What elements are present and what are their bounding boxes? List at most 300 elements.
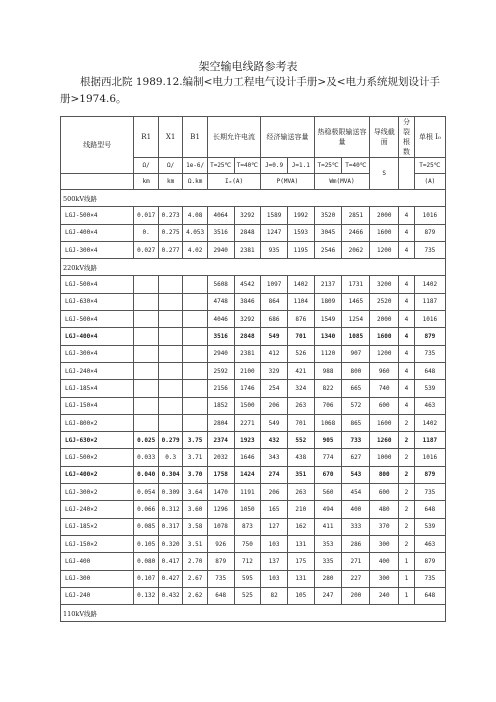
table-cell <box>134 397 158 414</box>
table-cell: 324 <box>287 380 314 397</box>
table-cell: 400 <box>342 501 370 518</box>
table-cell <box>183 397 207 414</box>
table-cell <box>183 345 207 362</box>
table-cell: 864 <box>261 293 288 310</box>
table-cell: 876 <box>287 311 314 328</box>
table-cell: 750 <box>234 535 261 552</box>
table-cell: 247 <box>314 587 342 604</box>
table-cell: 0.3 <box>158 449 182 466</box>
table-cell: 2940 <box>207 345 234 362</box>
table-cell: 1402 <box>414 414 445 431</box>
table-cell: 1402 <box>414 276 445 293</box>
header-single-current: 单根 I₀ <box>414 117 445 158</box>
unit-amp: (A) <box>414 174 445 190</box>
table-cell: 5608 <box>207 276 234 293</box>
table-cell: 905 <box>314 432 342 449</box>
table-cell: 0.033 <box>134 449 158 466</box>
table-cell: 400 <box>370 553 399 570</box>
unit-blank-b: Ω.km <box>183 174 207 190</box>
table-cell: 0.107 <box>134 570 158 587</box>
table-cell: 4 <box>399 380 415 397</box>
table-cell: 3.64 <box>183 484 207 501</box>
table-cell: 2851 <box>342 207 370 224</box>
table-cell: 2381 <box>234 241 261 258</box>
table-cell: 105 <box>287 587 314 604</box>
table-row <box>61 432 446 449</box>
table-cell: 595 <box>234 570 261 587</box>
table-cell: 1923 <box>234 432 261 449</box>
table-cell: 454 <box>342 484 370 501</box>
table-cell: 0.320 <box>158 535 182 552</box>
table-cell: 0.275 <box>158 224 182 241</box>
table-cell: 165 <box>261 501 288 518</box>
table-cell: 0.025 <box>134 432 158 449</box>
table-cell: 526 <box>287 345 314 362</box>
table-cell: 1593 <box>287 224 314 241</box>
table-cell: 0.304 <box>158 466 182 483</box>
line-model-cell: LGJ-400 <box>61 553 134 570</box>
table-cell: 706 <box>314 397 342 414</box>
table-cell: 3292 <box>234 311 261 328</box>
table-cell <box>134 380 158 397</box>
table-row <box>61 501 446 518</box>
table-cell: 1424 <box>234 466 261 483</box>
table-cell: 1016 <box>414 449 445 466</box>
table-row <box>61 449 446 466</box>
table-row <box>61 587 446 604</box>
unit-j09: J=0.9 <box>261 158 288 174</box>
line-model-cell: LGJ-400×4 <box>61 224 134 241</box>
table-cell: 3516 <box>207 224 234 241</box>
table-cell: 206 <box>261 397 288 414</box>
table-cell: 1809 <box>314 293 342 310</box>
table-cell: 549 <box>261 328 288 345</box>
table-cell <box>134 414 158 431</box>
table-cell: 1500 <box>234 397 261 414</box>
table-row <box>61 380 446 397</box>
table-cell: 254 <box>261 380 288 397</box>
table-cell: 735 <box>414 241 445 258</box>
table-cell: 543 <box>342 466 370 483</box>
table-cell: 1340 <box>314 328 342 345</box>
table-cell: 539 <box>414 518 445 535</box>
table-row <box>61 553 446 570</box>
table-cell <box>158 328 182 345</box>
table-cell: 0.054 <box>134 484 158 501</box>
unit-t25: T=25℃ <box>207 158 234 174</box>
table-cell: 1600 <box>370 414 399 431</box>
table-cell: 648 <box>414 362 445 379</box>
table-cell: 712 <box>234 553 261 570</box>
table-cell: 3520 <box>314 207 342 224</box>
table-cell: 2271 <box>234 414 261 431</box>
table-cell: 1187 <box>414 293 445 310</box>
table-cell: 627 <box>342 449 370 466</box>
table-cell: 3.60 <box>183 501 207 518</box>
table-cell <box>134 362 158 379</box>
table-cell: 3.75 <box>183 432 207 449</box>
table-cell: 131 <box>287 535 314 552</box>
unit-ie: Iₑ(A) <box>207 174 260 190</box>
table-cell: 1600 <box>370 224 399 241</box>
table-cell: 2.62 <box>183 587 207 604</box>
table-cell: 1 <box>399 587 415 604</box>
table-cell: 2032 <box>207 449 234 466</box>
table-cell: 879 <box>414 224 445 241</box>
table-cell: 333 <box>342 518 370 535</box>
table-row <box>61 535 446 552</box>
unit-pmva: P(MVA) <box>261 174 314 190</box>
table-cell: 370 <box>370 518 399 535</box>
table-cell: 1465 <box>342 293 370 310</box>
table-cell: 2000 <box>370 207 399 224</box>
table-cell: 1254 <box>342 311 370 328</box>
table-cell: 0.277 <box>158 241 182 258</box>
table-cell: 351 <box>287 466 314 483</box>
table-cell: 2.67 <box>183 570 207 587</box>
table-cell: 0.040 <box>134 466 158 483</box>
table-cell: 552 <box>287 432 314 449</box>
table-cell: 2137 <box>314 276 342 293</box>
table-cell: 2 <box>399 449 415 466</box>
table-cell: 329 <box>261 362 288 379</box>
line-model-cell: LGJ-300×2 <box>61 484 134 501</box>
table-cell <box>183 380 207 397</box>
table-cell: 4 <box>399 397 415 414</box>
table-cell: 800 <box>342 362 370 379</box>
table-cell: 1068 <box>314 414 342 431</box>
table-cell: 271 <box>342 553 370 570</box>
table-cell: 3200 <box>370 276 399 293</box>
header-model: 线路型号 <box>61 117 134 174</box>
table-cell: 2848 <box>234 224 261 241</box>
table-cell: 137 <box>261 553 288 570</box>
table-cell: 1050 <box>234 501 261 518</box>
line-model-cell: LGJ-400×4 <box>61 328 134 345</box>
table-cell: 2804 <box>207 414 234 431</box>
table-cell: 549 <box>261 414 288 431</box>
table-cell: 988 <box>314 362 342 379</box>
unit-j11: J=1.1 <box>287 158 314 174</box>
table-cell: 879 <box>414 553 445 570</box>
table-cell: 3.71 <box>183 449 207 466</box>
table-cell: 2 <box>399 466 415 483</box>
table-cell: 907 <box>342 345 370 362</box>
line-model-cell: LGJ-240×4 <box>61 362 134 379</box>
table-cell <box>158 397 182 414</box>
table-cell: 1 <box>399 570 415 587</box>
unit-t40: T=40℃ <box>234 158 261 174</box>
table-cell: 873 <box>234 518 261 535</box>
line-model-cell: LGJ-185×2 <box>61 518 134 535</box>
table-cell <box>134 293 158 310</box>
table-cell <box>158 311 182 328</box>
table-cell: 1731 <box>342 276 370 293</box>
table-cell: 4046 <box>207 311 234 328</box>
table-cell: 960 <box>370 362 399 379</box>
table-cell: 0.279 <box>158 432 182 449</box>
unit-split-blank <box>399 158 415 190</box>
table-cell: 2 <box>399 501 415 518</box>
table-cell: 1746 <box>234 380 261 397</box>
table-cell: 1600 <box>370 328 399 345</box>
table-cell: 0.309 <box>158 484 182 501</box>
table-cell: 1992 <box>287 207 314 224</box>
table-row <box>61 345 446 362</box>
table-cell: 2 <box>399 484 415 501</box>
table-cell: 2 <box>399 432 415 449</box>
table-cell: 2848 <box>234 328 261 345</box>
table-row <box>61 241 446 258</box>
table-cell: 2062 <box>342 241 370 258</box>
table-cell: 175 <box>287 553 314 570</box>
section-row <box>61 259 446 276</box>
unit-b1: 1e-6/ <box>183 158 207 174</box>
table-cell: 2381 <box>234 345 261 362</box>
table-cell: 1200 <box>370 345 399 362</box>
unit-r1: Ω/ <box>134 158 158 174</box>
table-row <box>61 466 446 483</box>
table-cell <box>158 380 182 397</box>
line-parameter-table <box>60 116 446 622</box>
line-model-cell: LGJ-150×2 <box>61 535 134 552</box>
table-cell: 0.080 <box>134 553 158 570</box>
section-row <box>61 190 446 207</box>
table-cell: 1191 <box>234 484 261 501</box>
table-cell: 1 <box>399 553 415 570</box>
table-cell: 463 <box>414 535 445 552</box>
table-cell: 2.70 <box>183 553 207 570</box>
section-row <box>61 605 446 622</box>
table-cell <box>158 414 182 431</box>
line-model-cell: LGJ-185×4 <box>61 380 134 397</box>
table-cell <box>183 293 207 310</box>
table-cell: 274 <box>261 466 288 483</box>
table-cell: 2592 <box>207 362 234 379</box>
table-cell: 0.427 <box>158 570 182 587</box>
unit-wt25: T=25℃ <box>314 158 342 174</box>
line-model-cell: LGJ-240×2 <box>61 501 134 518</box>
table-cell: 2 <box>399 535 415 552</box>
table-cell: 2546 <box>314 241 342 258</box>
table-row <box>61 518 446 535</box>
line-model-cell: LGJ-500×4 <box>61 207 134 224</box>
table-cell: 2100 <box>234 362 261 379</box>
table-cell: 0.273 <box>158 207 182 224</box>
table-cell: 701 <box>287 414 314 431</box>
table-cell: 131 <box>287 570 314 587</box>
table-cell: 4 <box>399 328 415 345</box>
table-cell: 525 <box>234 587 261 604</box>
table-cell: 0.017 <box>134 207 158 224</box>
table-cell: 2156 <box>207 380 234 397</box>
unit-model-blank <box>61 174 134 190</box>
table-cell <box>183 311 207 328</box>
table-cell: 740 <box>370 380 399 397</box>
table-cell: 438 <box>287 449 314 466</box>
table-cell: 648 <box>414 501 445 518</box>
table-cell: 1097 <box>261 276 288 293</box>
table-cell: 0.317 <box>158 518 182 535</box>
table-cell: 1120 <box>314 345 342 362</box>
table-cell: 0.312 <box>158 501 182 518</box>
table-cell: 1470 <box>207 484 234 501</box>
unit-s: S <box>370 158 399 190</box>
table-cell: 421 <box>287 362 314 379</box>
table-cell: 735 <box>207 570 234 587</box>
table-cell: 0.417 <box>158 553 182 570</box>
table-row <box>61 570 446 587</box>
table-cell: 4.053 <box>183 224 207 241</box>
table-cell: 926 <box>207 535 234 552</box>
table-cell: 879 <box>207 553 234 570</box>
table-cell: 2374 <box>207 432 234 449</box>
table-cell: 879 <box>414 328 445 345</box>
table-cell: 735 <box>414 484 445 501</box>
table-cell: 300 <box>370 535 399 552</box>
table-cell: 2000 <box>370 311 399 328</box>
table-cell: 822 <box>314 380 342 397</box>
table-cell <box>134 328 158 345</box>
line-model-cell: LGJ-240 <box>61 587 134 604</box>
table-cell <box>183 328 207 345</box>
header-thermal-capacity: 热稳极限输送容量 <box>314 117 370 158</box>
table-cell: 2 <box>399 414 415 431</box>
table-cell: 2 <box>399 518 415 535</box>
table-cell: 1085 <box>342 328 370 345</box>
table-cell: 353 <box>314 535 342 552</box>
section-label: 500kV线路 <box>61 190 446 207</box>
table-cell: 0. <box>134 224 158 241</box>
table-cell <box>134 276 158 293</box>
table-cell: 1549 <box>314 311 342 328</box>
table-row <box>61 362 446 379</box>
table-cell: 539 <box>414 380 445 397</box>
table-cell: 206 <box>261 484 288 501</box>
table-cell: 4 <box>399 293 415 310</box>
table-cell: 600 <box>370 397 399 414</box>
table-cell: 1296 <box>207 501 234 518</box>
table-cell <box>134 311 158 328</box>
table-cell: 335 <box>314 553 342 570</box>
table-cell: 210 <box>287 501 314 518</box>
table-cell <box>158 276 182 293</box>
table-cell: 286 <box>342 535 370 552</box>
table-row <box>61 311 446 328</box>
table-cell: 1200 <box>370 241 399 258</box>
line-model-cell: LGJ-500×4 <box>61 311 134 328</box>
table-cell <box>183 414 207 431</box>
unit-x1: Ω/ <box>158 158 182 174</box>
table-cell: 1402 <box>287 276 314 293</box>
table-cell <box>158 293 182 310</box>
table-cell: 3292 <box>234 207 261 224</box>
table-cell: 800 <box>370 466 399 483</box>
table-cell: 4 <box>399 276 415 293</box>
table-cell: 82 <box>261 587 288 604</box>
unit-km-x: km <box>158 174 182 190</box>
table-cell: 3.70 <box>183 466 207 483</box>
table-cell: 3.58 <box>183 518 207 535</box>
table-cell: 127 <box>261 518 288 535</box>
table-cell: 0.432 <box>158 587 182 604</box>
line-model-cell: LGJ-300×4 <box>61 241 134 258</box>
table-cell: 600 <box>370 484 399 501</box>
table-cell: 1187 <box>414 432 445 449</box>
table-row <box>61 397 446 414</box>
table-cell: 162 <box>287 518 314 535</box>
table-cell: 103 <box>261 570 288 587</box>
table-cell: 0.132 <box>134 587 158 604</box>
table-cell: 412 <box>261 345 288 362</box>
table-cell: 280 <box>314 570 342 587</box>
table-row <box>61 484 446 501</box>
header-b1: B1 <box>183 117 207 158</box>
table-cell: 1589 <box>261 207 288 224</box>
table-cell: 0.085 <box>134 518 158 535</box>
table-cell: 1104 <box>287 293 314 310</box>
table-cell: 2940 <box>207 241 234 258</box>
table-cell: 1016 <box>414 311 445 328</box>
line-model-cell: LGJ-300×4 <box>61 345 134 362</box>
table-cell <box>158 362 182 379</box>
table-cell: 4 <box>399 345 415 362</box>
table-cell: 879 <box>414 466 445 483</box>
header-conductor-section: 导线截面 <box>370 117 399 158</box>
table-cell: 648 <box>207 587 234 604</box>
table-row <box>61 276 446 293</box>
table-cell: 3.51 <box>183 535 207 552</box>
table-cell: 686 <box>261 311 288 328</box>
table-cell: 0.027 <box>134 241 158 258</box>
table-cell: 4.02 <box>183 241 207 258</box>
table-cell: 648 <box>414 587 445 604</box>
table-cell: 240 <box>370 587 399 604</box>
table-cell: 4 <box>399 311 415 328</box>
table-cell: 1758 <box>207 466 234 483</box>
table-cell: 494 <box>314 501 342 518</box>
line-model-cell: LGJ-400×2 <box>61 466 134 483</box>
page-title: 架空输电线路参考表 <box>198 60 298 73</box>
table-cell: 1646 <box>234 449 261 466</box>
table-cell: 572 <box>342 397 370 414</box>
table-row <box>61 293 446 310</box>
table-cell: 1247 <box>261 224 288 241</box>
table-cell: 432 <box>261 432 288 449</box>
table-cell: 2466 <box>342 224 370 241</box>
table-cell: 300 <box>370 570 399 587</box>
table-cell: 735 <box>414 345 445 362</box>
table-cell: 560 <box>314 484 342 501</box>
table-cell: 0.105 <box>134 535 158 552</box>
table-cell: 200 <box>342 587 370 604</box>
section-label: 220kV线路 <box>61 259 446 276</box>
table-cell: 3516 <box>207 328 234 345</box>
line-model-cell: LGJ-500×4 <box>61 276 134 293</box>
table-cell: 1260 <box>370 432 399 449</box>
line-model-cell: LGJ-630×2 <box>61 432 134 449</box>
unit-km-r: km <box>134 174 158 190</box>
table-cell: 3846 <box>234 293 261 310</box>
table-cell <box>183 362 207 379</box>
header-economic-capacity: 经济输送容量 <box>261 117 314 158</box>
table-cell: 735 <box>414 570 445 587</box>
header-allowed-current: 长期允许电流 <box>207 117 260 158</box>
table-cell: 865 <box>342 414 370 431</box>
table-cell: 670 <box>314 466 342 483</box>
table-cell: 4 <box>399 362 415 379</box>
table-cell: 774 <box>314 449 342 466</box>
